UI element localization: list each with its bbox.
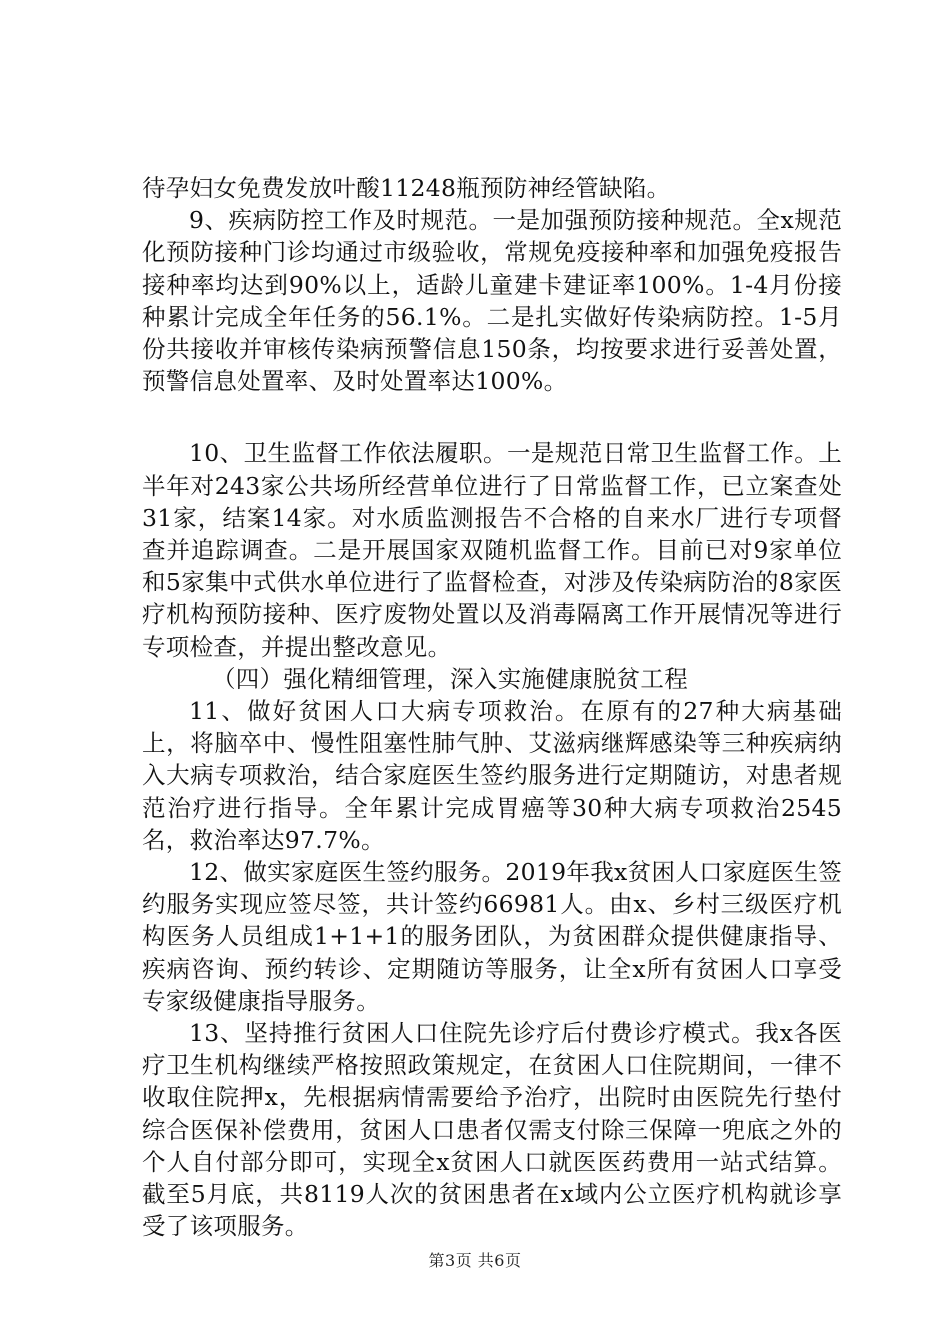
paragraph-item-11: 11、做好贫困人口大病专项救治。在原有的27种大病基础上，将脑卒中、慢性阻塞性肺气肿、艾滋病继辉感染等三种疾病纳入大病专项救治，结合家庭医生签约服务进行定期随访，对患者规范治疗进行指导。全年累计完成胃癌等30种大病专项救治2545名，救治率达97.7%。: [142, 697, 842, 854]
paragraph-continuation: 待孕妇女免费发放叶酸11248瓶预防神经管缺陷。: [142, 174, 671, 202]
paragraph-item-13: 13、坚持推行贫困人口住院先诊疗后付费诊疗模式。我x各医疗卫生机构继续严格按照政策规定，在贫困人口住院期间，一律不收取住院押x，先根据病情需要给予治疗，出院时由医院先行垫付综合医保补偿费用，贫困人口患者仅需支付除三保障一兜底之外的个人自付部分即可，实现全x贫困人口就医医药费用一站式结算。截至5月底，共8119人次的贫困患者在x域内公立医疗机构就诊享受了该项服务。: [142, 1019, 842, 1241]
paragraph-gap: [142, 397, 842, 437]
paragraph-item-10: 10、卫生监督工作依法履职。一是规范日常卫生监督工作。上半年对243家公共场所经营单位进行了日常监督工作，已立案查处31家，结案14家。对水质监测报告不合格的自来水厂进行专项督查并追踪调查。二是开展国家双随机监督工作。目前已对9家单位和5家集中式供水单位进行了监督检查，对涉及传染病防治的8家医疗机构预防接种、医疗废物处置以及消毒隔离工作开展情况等进行专项检查，并提出整改意见。: [142, 439, 842, 661]
document-body: [142, 172, 842, 1243]
paragraph-item-12: 12、做实家庭医生签约服务。2019年我x贫困人口家庭医生签约服务实现应签尽签，共计签约66981人。由x、乡村三级医疗机构医务人员组成1+1+1的服务团队，为贫困群众提供健康指导、疾病咨询、预约转诊、定期随访等服务，让全x所有贫困人口享受专家级健康指导服务。: [142, 858, 842, 1015]
paragraph-item-9: 9、疾病防控工作及时规范。一是加强预防接种规范。全x规范化预防接种门诊均通过市级验收，常规免疫接种率和加强免疫报告接种率均达到90%以上，适龄儿童建卡建证率100%。1-4月份接种累计完成全年任务的56.1%。二是扎实做好传染病防控。1-5月份共接收并审核传染病预警信息150条，均按要求进行妥善处置，预警信息处置率、及时处置率达100%。: [142, 206, 842, 396]
section-heading-4: （四）强化精细管理，深入实施健康脱贫工程: [212, 664, 688, 693]
page-number-footer: 第3页 共6页: [428, 1251, 522, 1270]
